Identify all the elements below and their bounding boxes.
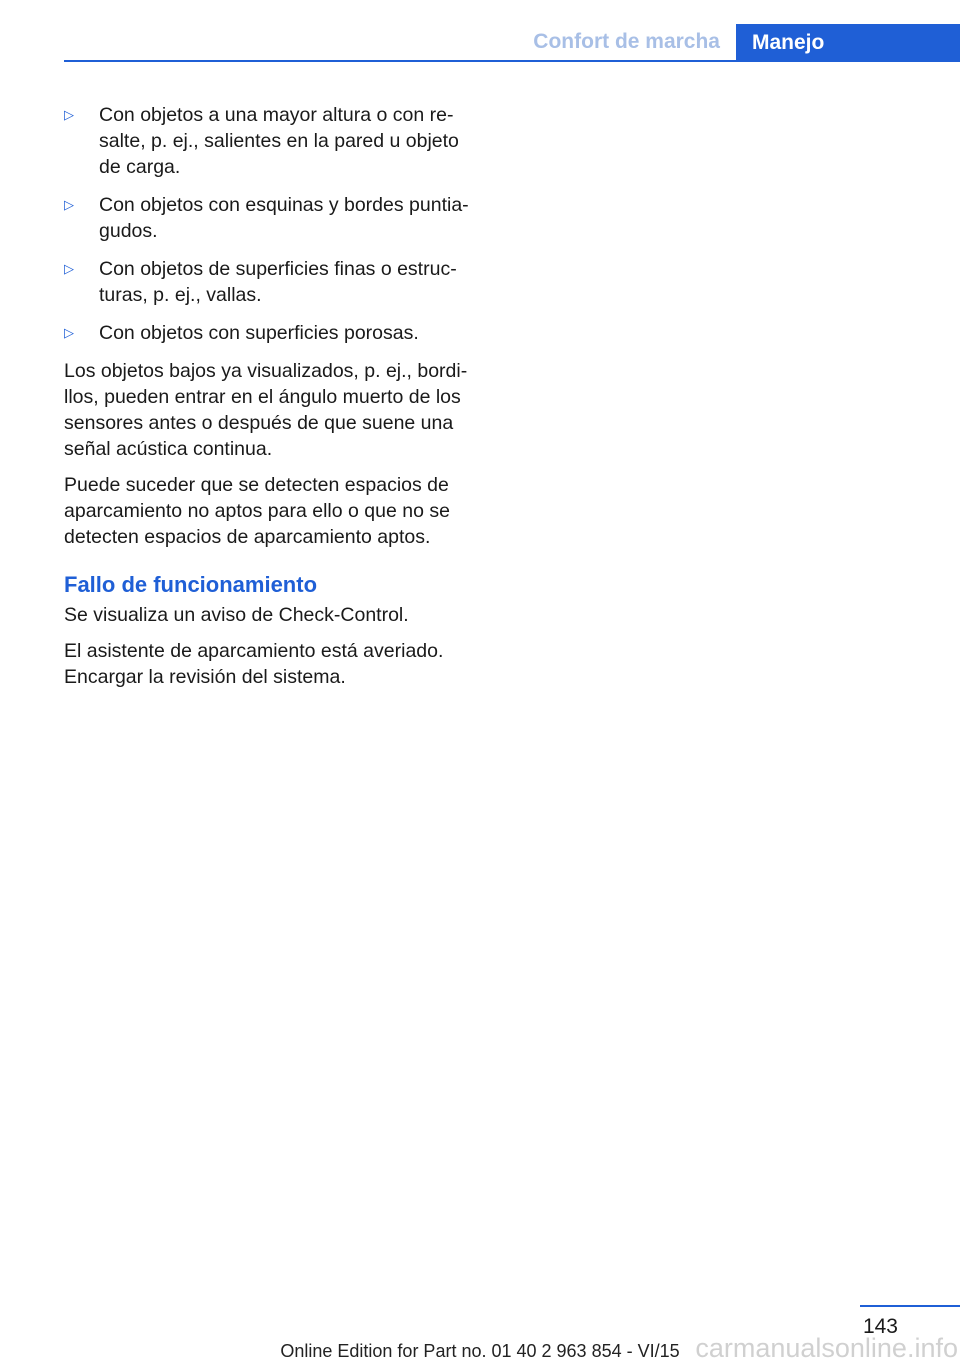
list-item-text: Con objetos a una mayor altura o con re‐ salte, p. ej., salientes en la pared u objeto de carga. (99, 104, 459, 178)
bullet-list (64, 102, 480, 346)
body-paragraph: El asistente de aparcamiento está averiado. Encargar la revisión del sistema. (64, 640, 444, 688)
list-item-text: Con objetos con superficies porosas. (99, 322, 419, 344)
page-content (64, 102, 480, 700)
edition-footer: Online Edition for Part no. 01 40 2 963 854 - VI/15 (280, 1341, 680, 1361)
header-chapter-tab: Manejo (736, 24, 960, 62)
footer-rule (860, 1305, 960, 1307)
triangle-bullet-icon: ▷ (64, 261, 74, 276)
body-paragraph: Se visualiza un aviso de Check-Control. (64, 604, 409, 626)
list-item (64, 256, 480, 308)
header-rule (64, 60, 960, 62)
list-item (64, 320, 480, 346)
page-number: 143 (862, 1315, 898, 1338)
triangle-bullet-icon: ▷ (64, 325, 74, 340)
watermark: carmanualsonline.info (695, 1333, 958, 1363)
triangle-bullet-icon: ▷ (64, 107, 74, 122)
section-heading: Fallo de funcionamiento (64, 572, 318, 597)
list-item-text: Con objetos de superficies finas o estruc‐ turas, p. ej., vallas. (99, 258, 457, 306)
list-item (64, 102, 480, 180)
list-item-text: Con objetos con esquinas y bordes puntia‐ gudos. (99, 194, 469, 242)
header-section-title: Confort de marcha (533, 30, 720, 53)
body-paragraph: Los objetos bajos ya visualizados, p. ej., bordi‐ llos, pueden entrar en el ángulo muerto de los sensores antes o después de que suene una señal acústica continua. (64, 360, 468, 460)
triangle-bullet-icon: ▷ (64, 197, 74, 212)
list-item (64, 192, 480, 244)
body-paragraph: Puede suceder que se detecten espacios de aparcamiento no aptos para ello o que no se detecten espacios de aparcamiento aptos. (64, 474, 450, 548)
